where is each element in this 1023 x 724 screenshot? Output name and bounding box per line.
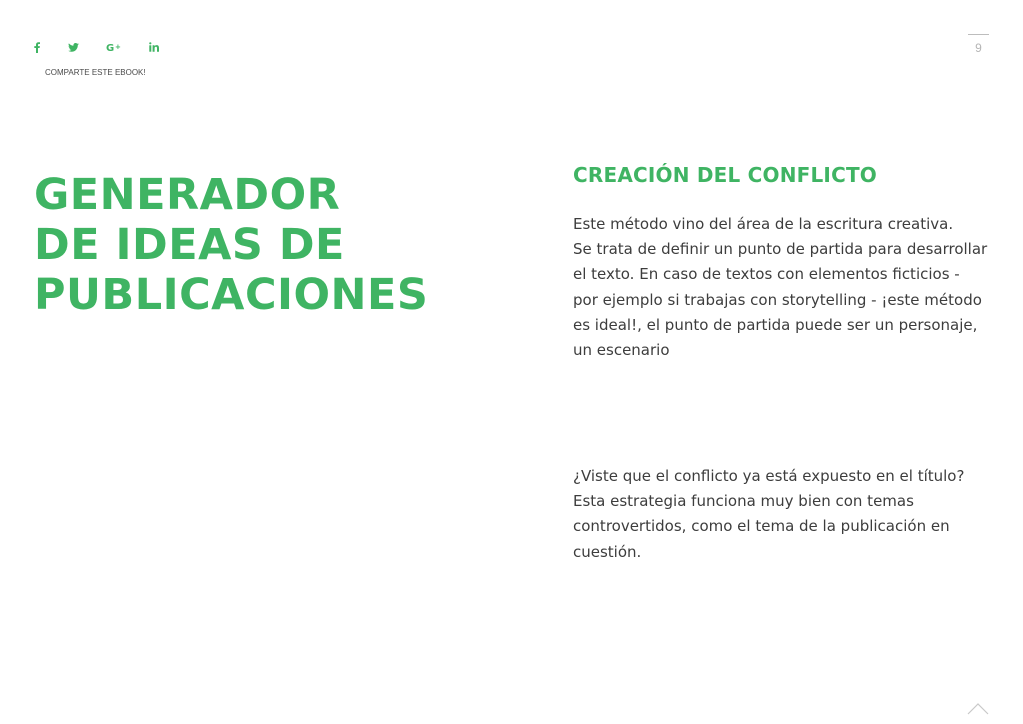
paragraph-line: Se trata de definir un punto de partida para desarrollar — [573, 240, 988, 259]
page-number-divider — [968, 34, 989, 35]
title-line: PUBLICACIONES — [34, 270, 429, 320]
paragraph-line: un escenario — [573, 341, 670, 360]
svg-text:+: + — [115, 43, 121, 51]
chevron-up-icon — [967, 703, 989, 715]
paragraph-line: ¿Viste que el conflicto ya está expuesto en el título? — [573, 467, 965, 485]
paragraph-line: Esta estrategia funciona muy bien con temas — [573, 492, 914, 511]
share-icons — [30, 38, 180, 56]
paragraph-line: es ideal!, el punto de partida puede ser un personaje, — [573, 315, 978, 334]
paragraph-line: Este método vino del área de la escritura creativa. — [573, 215, 954, 233]
svg-text:G: G — [106, 43, 115, 52]
share-label: COMPARTE ESTE EBOOK! — [45, 68, 146, 77]
section-heading: CREACIÓN DEL CONFLICTO — [573, 163, 877, 187]
share-bar — [30, 38, 180, 77]
title-line: DE IDEAS DE — [34, 220, 345, 270]
paragraph-line: el texto. En caso de textos con elementos ficticios - — [573, 265, 960, 284]
body-paragraph-1 — [573, 212, 988, 363]
page-title — [34, 170, 514, 320]
page-number — [968, 34, 989, 55]
body-paragraph-2 — [573, 464, 988, 565]
title-line: GENERADOR — [34, 170, 341, 220]
paragraph-line: cuestión. — [573, 542, 642, 561]
paragraph-line: por ejemplo si trabajas con storytelling - ¡este método — [573, 290, 982, 309]
page-number-value: 9 — [975, 41, 982, 55]
twitter-icon[interactable] — [68, 43, 79, 52]
paragraph-line: controvertidos, como el tema de la publicación en — [573, 517, 950, 536]
scroll-to-top-button[interactable] — [967, 702, 989, 714]
google-plus-icon[interactable] — [106, 42, 122, 52]
facebook-icon[interactable] — [34, 42, 40, 53]
linkedin-icon[interactable] — [149, 42, 159, 52]
